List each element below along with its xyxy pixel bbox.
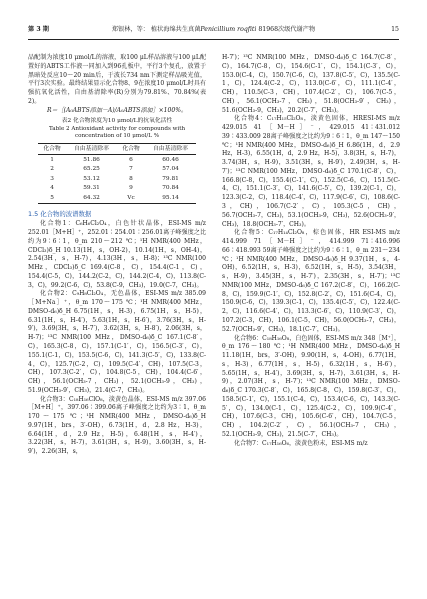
table-cell: 8 xyxy=(129,175,133,182)
table-cell: 70.84 xyxy=(162,185,179,192)
table-row xyxy=(38,165,196,175)
section-heading: 1.5 化合物的波谱数据 xyxy=(28,209,92,218)
table-header-row xyxy=(38,143,196,154)
table-caption-cn: 表2 化合物浓度为10 μmol/L的抗氧化活性 xyxy=(61,118,173,125)
table-cell: 4 xyxy=(50,185,54,192)
issue-number: 第 3 期 xyxy=(28,26,49,33)
page-header xyxy=(28,24,399,40)
compound-6-data: 化合物6：C₁₈H₁₆O₈，白色固体，ESI-MS m/z 348［M⁺］，θ_m 176～180 ℃；¹H NMR(400 MHz，DMSO-d₆)δ_H 11.18(1H，brs，3′-OH)，9.90(1H，s，4-OH)，6.77(1H，s，H-3)，6.77(1H，s，H-5)，6.32(1H，s，H-6′)，5.65(1H，s，H-4′)，3.69(3H，s，H-7)，3.61(3H，s，H-9)，2.07(3H，s，H-7′)；¹³C NMR(100 MHz，DMSO-d₆)δ_C 170.3(C-8′，C)，165.8(C-8，C)，159.8(C-3′，C)，158.5(C-1′，C)，155.1(C-4，C)，153.4(C-6，C)，143.3(C-5′，C)，134.0(C-1，C)，125.4(C-2，C)，109.9(C-4′，CH)，107.6(C-3，CH)，105.6(C-6′，CH)，104.7(C-5，CH)，104.2(C-2′，C)，56.1(OCH₃-7，CH₃)，52.1(OCH₃-9，CH₃)，21.5(C-7′，CH₃)。 xyxy=(222,334,400,438)
table-cell: 95.14 xyxy=(145,193,196,203)
col-header: 化合物 xyxy=(117,143,145,154)
table-row xyxy=(38,155,196,165)
table-cell: 51.86 xyxy=(83,156,100,163)
col-header: 自由基清除率 xyxy=(145,143,196,154)
compound-4-data: 化合物4：C₁₇H₁₅Cl₂O₈，淡黄色固体，HRESI-MS m/z 429.015 41［M－H］⁻，429.015 41∶431.012 39∶433.009 28离子峰强度之比约为9∶6∶1，θ_m 147～150 ℃；¹H NMR(400 MHz，DMSO-d₆)δ_H 6.86(1H，d，2.9 Hz，H-3)，6.55(1H，d，2.9 Hz，H-5)，3.8(3H，s，H-7)，3.74(3H，s，H-9)，3.51(3H，s，H-9′)，2.49(3H，s，H-7′)；¹³C NMR(100 MHz，DMSO-d₆)δ_C 170.1(C-8′，C)，166.8(C-8，C)，155.4(C-1′，C)，152.5(C-6，C)，151.5(C-4，C)，151.1(C-3′，C)，141.6(C-5′，C)，139.2(C-1，C)，123.3(C-2，C)，118.4(C-4′，C)，117.9(C-6′，C)，108.6(C-3，CH)，106.7(C-2′，C)，105.3(C-5，CH)，56.7(OCH₃-7，CH₃)，53.1(OCH₃-9，CH₃)，52.6(OCH₃-9′，CH₃)，18.8(OCH₃-7′，CH₃)。 xyxy=(222,115,400,228)
table-cell: 57.04 xyxy=(162,166,179,173)
table-cell: 53.12 xyxy=(83,175,100,182)
table-cell: 9 xyxy=(129,185,133,192)
table-cell: 7 xyxy=(129,166,133,173)
page-number: 15 xyxy=(391,26,399,33)
table-cell: 64.32 xyxy=(66,193,117,203)
antioxidant-table xyxy=(38,143,196,204)
col-header: 自由基清除率 xyxy=(66,143,117,154)
right-column xyxy=(222,54,400,448)
table-cell: Vc xyxy=(117,193,145,203)
table-cell: 3 xyxy=(50,175,54,182)
table-cell: 6 xyxy=(129,156,133,163)
compound-2-data: 化合物2：C₉H₈Cl₂O₄，无色晶体，ESI-MS m/z 385.09［M+Na］⁺，θ_m 170～175 ℃；¹H NMR(400 MHz，DMSO-d₆)δ_H 6.75(1H，s，H-3)，6.75(1H，s，H-5)，6.31(1H，s，H-4′)，5.63(1H，s，H-6′)，3.76(3H，s，H-9′)，3.69(3H，s，H-7′)，3.62(3H，s，H-8′)，2.06(3H，s，H-7)；¹³C NMR(100 MHz，DMSO-d₆)δ_C 167.1(C-8′，C)，165.3(C-8，C)，157.1(C-1′，C)，156.5(C-3′，C)，155.1(C-1，C)，153.5(C-6，C)，141.3(C-5′，C)，133.8(C-4，C)，125.7(C-2，C)，109.5(C-4′，CH)，107.5(C-3，CH)，107.3(C-2′，C)，104.8(C-5，CH)，104.4(C-6′，CH)，56.1(OCH₃-7，CH₃)，52.1(OCH₃-9，CH₃)，51.9(OCH₃-9′，CH₃)，21.4(C-7，CH₃)。 xyxy=(28,290,206,394)
table-cell: 60.46 xyxy=(162,156,179,163)
left-column xyxy=(28,54,206,457)
col-header: 化合物 xyxy=(38,143,66,154)
running-title: 郑银林，等： 植状海绵共生真菌Penicillium roqfiti 81968次级代谢产物 xyxy=(111,26,316,33)
table-cell: 79.81 xyxy=(162,175,179,182)
table-cell: 1 xyxy=(50,156,54,163)
table-cell: 65.25 xyxy=(83,166,100,173)
compound-3-data: 化合物3：C₁₈H₁₆ClO₈，淡黄色晶体，ESI-MS m/z 397.06［M+H］⁺，397.06∶399.06离子峰强度之比约为3∶1，θ_m 170～175 ℃；¹H NMR(400 MHz，DMSO-d₆)δ_H 9.97(1H，brs，3′-OH)，6.73(1H，d，2.8 Hz，H-3)，6.64(1H，d，2.9 Hz，H-5)，6.48(1H，s，H-4′)，3.22(3H，s，H-7)，3.61(3H，s，H-9)，3.60(3H，s，H-9′)，2.26(3H，s， xyxy=(28,395,206,456)
table-row xyxy=(38,184,196,194)
compound-1-data: 化合物1：C₆H₆Cl₂O₄，白色针状晶体，ESI-MS m/z 252.01［M+H］⁺，252.01∶254.01∶256.01离子峰强度之比约为9∶6∶1，θ_m 210～212 ℃；¹H NMR(400 MHz，CDCl₃)δ_H 10.13(1H，s，OH-2)，10.14(1H，s，OH-4)，2.54(3H，s，H-7)，4.13(3H，s，H-8)；¹³C NMR(100 MHz，CDCl₃)δ_C 169.4(C-8，C)，154.4(C-1，C)，154.4(C-5，C)，144.2(C-2，C)，144.2(C-4，C)，113.8(C-3，C)，99.2(C-6，C)，53.8(C-9，CH₃)，19.0(C-7，CH₃)。 xyxy=(28,220,206,289)
table-row xyxy=(38,174,196,184)
compound-3-continued: H-7′)；¹³C NMR(100 MHz，DMSO-d₆)δ_C 164.7(C-8′，C)，164.7(C-8，C)，154.6(C-1′，C)，154.1(C-3′，C)，153.0(C-4，C)，150.7(C-6，C)，137.8(C-5′，C)，135.5(C-1，C)，124.4(C-2，C)，113.0(C-6′，C)，111.1(C-4′，CH)，110.5(C-3，CH)，107.4(C-2′，C)，106.7(C-5，CH)，56.1(OCH₃-7，CH₃)，51.8(OCH₃-9′，CH₃)，51.6(OCH₃-9，CH₃)，20.2(C-7′，CH₃)。 xyxy=(222,54,400,114)
table-cell: 2 xyxy=(50,166,54,173)
table-caption-en: Table 2 Antioxidant activity for compounds with concentration of 10 μmol/L % xyxy=(48,126,186,140)
table-row xyxy=(38,193,196,203)
compound-7-data: 化合物7：C₁₇H₁₆O₆，淡黄色粉末，ESI-MS m/z xyxy=(234,439,368,447)
table-cell: 59.31 xyxy=(83,185,100,192)
compound-5-data: 化合物5：C₁₇H₁₄Cl₂O₈，棕色固体，HR ESI-MS m/z 414.999 71［M－H］⁻，414.999 71∶416.996 66∶418.993 59离子峰强度之比约为9∶6∶1，θ_m 231～234 ℃；¹H NMR(400 MHz，DMSO-d₆)δ_H 9.37(1H，s，4-OH)，6.52(1H，s，H-3)，6.52(1H，s，H-5)，3.54(3H，s，H-9)，3.45(3H，s，H-7′)，2.35(3H，s，H-7′)；¹³C NMR(100 MHz，DMSO-d₆)δ_C 167.2(C-8′，C)，166.2(C-8，C)，159.9(C-1′，C)，152.8(C-2′，C)，151.6(C-4，C)，150.9(C-6，C)，139.3(C-1，C)，135.4(C-5′，C)，122.4(C-2，C)，116.6(C-4′，C)，113.3(C-6′，C)，110.9(C-3′，C)，107.2(C-3，CH)，106.1(C-5，CH)，56.0(OCH₃-7，CH₃)，52.7(OCH₃-9′，CH₃)，18.1(C-7′，CH₃)。 xyxy=(222,229,400,333)
paragraph-method: 品配制为浓度10 μmol/L的溶液，取100 μL样品溶液与100 μL配置好的ABTS工作液一同加入到96孔板中，平行3个复孔，放置于黑暗处反应10～20 min后，于波长734 nm下测定样品吸光值，平行3次实验。最终结果显示化合物8、9在浓度10 μmol/L时具有强抗氧化活性，自由基清除率(R)分别为79.81%、70.84%(表2)。 xyxy=(28,54,206,105)
table-cell: 5 xyxy=(38,193,66,203)
scavenging-formula: R＝［(A₀ABTS添加－A)/A₀ABTS添加］×100%。 xyxy=(46,106,187,114)
